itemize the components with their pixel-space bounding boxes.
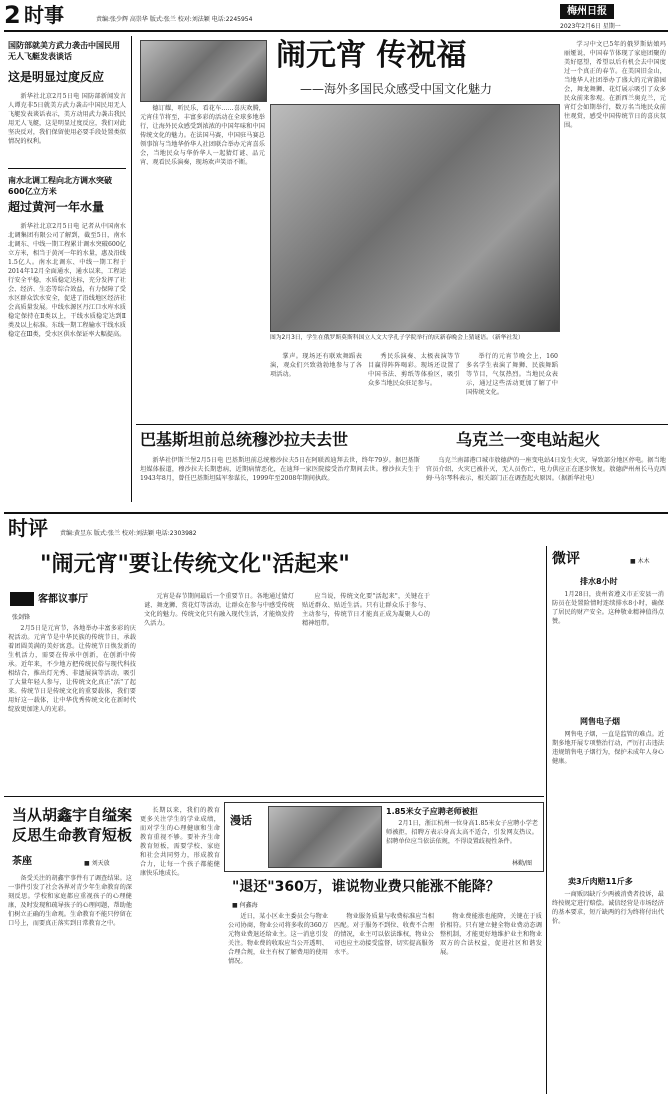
musharraf-body: 新华社伊斯兰堡2月5日电 巴基斯坦前总统穆沙拉夫5日在阿联酋迪拜去世，终年79岁。据巴基斯坦媒体报道，穆沙拉夫长期患病，近期病情恶化，在迪拜一家医院接受治疗期间去世。穆沙拉夫生于1943年8月，曾任巴基斯坦陆军参谋长，1999年至2008年期间执政。 xyxy=(140,457,420,482)
comment-meta: 责编:黄昱东 版式:张兰 校对:刘法颖 电话:2303982 xyxy=(60,530,197,537)
feature-photo xyxy=(270,104,560,332)
ukraine-title: 乌克兰一变电站起火 xyxy=(456,430,601,449)
feature-col1: 德订耀，听民乐，看花车……喜庆欢腾，元宵佳节将至，丰富多彩的活动在全球多地举行，让海外民众感受到浓浓的中国年味和中国传统文化的魅力。在法国马赛，中国驻马赛总领事馆与当地华侨华人社团联合举办元宵喜乐会，当地民众与华侨华人一起猜灯谜、品元宵、观看民乐演奏，现场欢声笑语不断。 xyxy=(140,105,265,166)
side-item2-title: 网售电子烟 xyxy=(580,717,620,726)
side-item2-body: 网售电子烟，一直是监管的难点。近期多地开展专项整治行动，严厉打击违法违规销售电子烟行为，保护未成年人身心健康。 xyxy=(552,731,664,765)
article2-kicker: 南水北调工程向北方调水突破600亿立方米 xyxy=(8,176,112,196)
lower-c-title: "退还"360万，谁说物业费只能涨不能降？ xyxy=(232,879,500,895)
ukraine-body: 乌克兰南部港口城市敖德萨的一座变电站4日发生火灾，导致部分地区停电。据当地官员介绍，火灾已被扑灭，无人员伤亡，电力供应正在逐步恢复。敖德萨州州长马克西姆·马尔琴科表示，相关部门正在调查起火原因。（据新华社电） xyxy=(426,457,666,482)
feature-col-c: 举行的元宵节晚会上，160多名学生表演了舞狮、民族舞蹈等节目，气氛热烈。当地民众表示，通过这些活动更加了解了中国传统文化。 xyxy=(466,353,558,396)
cartoon-title: 1.85米女子应聘老师被拒 xyxy=(386,807,478,816)
side-item3-title: 卖3斤肉赔11斤多 xyxy=(568,877,633,886)
photo-caption: 图为2月3日，学生在俄罗斯莫斯科国立人文大学孔子学院举行的庆新春晚会上猜谜语。（新华社发） xyxy=(270,335,524,341)
comment-body: 2月5日是元宵节，各地举办丰富多彩的庆祝活动。元宵节是中华民族的传统节日，承载着团圆美满的美好寓意。让传统节日焕发新的生机活力，需要在传承中创新，在创新中传承。近年来，不少地方把传统民俗与现代科技相结合，推出灯光秀、非遗展演等活动，吸引了大量年轻人参与，让传统文化真正"活"了起来。传统节日是传统文化的重要载体，我们要用好这一载体，让中华优秀传统文化在新时代绽放更加迷人的光彩。 xyxy=(8,625,136,713)
lower-a-author: ■ 刘天放 xyxy=(84,860,110,867)
lower-c-body3: 物业费能涨也能降，关键在于质价相符。只有建立健全物业费动态调整机制，才能更好地维护业主和物业双方的合法权益，促进社区和谐发展。 xyxy=(440,913,542,956)
side-item1-body: 1月28日，贵州省遵义市正安县一消防员在处置险情时连续排水8小时，确保了居民的财产安全。这种敬业精神值得点赞。 xyxy=(552,591,664,625)
comment-title: "闹元宵"要让传统文化"活起来" xyxy=(40,551,350,577)
left-column-rule xyxy=(131,36,132,502)
lower-c-body: 近日，某小区业主委员会与物业公司协商，物业公司将多收的360万元物业费退还给业主。这一消息引发关注。物业费的收取应当公开透明、合理合规，业主有权了解费用的使用情况。 xyxy=(228,913,328,965)
section-name: 时事 xyxy=(24,3,64,27)
lower-a-body: 备受关注的胡鑫宇事件有了调查结果。这一事件引发了社会各界对青少年生命教育的深刻反思。学校和家庭都应重视孩子的心理健康，及时发现和疏导孩子的心理问题，帮助他们树立正确的生命观。生命教育不能只停留在口号上，而要真正落实到日常教育之中。 xyxy=(8,875,132,927)
mid-rule-top xyxy=(136,424,668,425)
header-editors: 责编:张少辉 高崇华 版式:张兰 校对:刘法颖 电话:2245954 xyxy=(96,16,253,23)
header-rule xyxy=(4,30,668,32)
comment-col2: 元宵是春节期间最后一个重要节日。各地通过猜灯谜、舞龙狮、赏花灯等活动，让群众在参与中感受传统文化的魅力。传统文化只有融入现代生活，才能焕发持久活力。 xyxy=(144,593,294,627)
article1-body: 新华社北京2月5日电 国防部新闻发言人谭克非5日就美方武力袭击中国民用无人飞艇发表谈话表示，美方动用武力袭击我民用无人飞艇，这是明显过度反应，我们对此坚决反对，我们保留使用必要手段处置类似情况的权利。 xyxy=(8,93,126,145)
column-name: 客都议事厅 xyxy=(38,594,88,605)
side-author: ■ 木木 xyxy=(630,558,650,565)
lower-c-body2: 物业服务质量与收费标准应当相匹配。对于服务不到位、收费不合理的情况，业主可以依法维权，物业公司也应主动接受监督，切实提高服务水平。 xyxy=(334,913,434,956)
article1-kicker: 国防部就美方武力袭击中国民用无人飞艇发表谈话 xyxy=(8,41,120,61)
feature-title: 闹元宵 传祝福 xyxy=(276,38,467,73)
lower-b-body: 长期以来，我们的教育更多关注学生的学业成绩，而对学生的心理健康和生命教育重视不够。要补齐生命教育短板，需要学校、家庭和社会共同努力，形成教育合力，让每一个孩子都能健康快乐地成长。 xyxy=(140,807,220,877)
article2-body: 新华社北京2月5日电 记者从中国南水北调集团有限公司了解到，截至5日，南水北调东、中线一期工程累计调水突破600亿立方米，相当于黄河一年的水量，惠及沿线1.5亿人。南水北调东、中线一期工程于2014年12月全面通水，通水以来，工程运行安全平稳，水质稳定达标，充分发挥了社会、经济、生态等综合效益，有力保障了受水区群众饮水安全，促进了沿线地区经济社会高质量发展。中线水源区丹江口水库水质稳定保持在Ⅱ类以上，干线水质稳定达到Ⅱ类及以上标准。东线一期工程输水干线水质稳定在Ⅲ类，受水区供水保证率大幅提高。 xyxy=(8,223,126,338)
newspaper-logo: 梅州日报 xyxy=(560,4,614,19)
cartoon-image xyxy=(268,806,382,868)
left-divider xyxy=(8,168,126,169)
article1-title: 这是明显过度反应 xyxy=(8,70,105,84)
cartoon-body: 2月1日，浙江杭州一位身高1.85米女子应聘小学老师被拒，招聘方表示身高太高不适合，引发网友热议。招聘单位应当依法依规，不得设置歧视性条件。 xyxy=(386,820,538,845)
side-item3-body: 一商贩因缺斤少两被消费者投诉，最终按规定进行赔偿。诚信经营是市场经济的基本要求，短斤缺两的行为终将付出代价。 xyxy=(552,891,664,925)
cartoon-author: 林勤/图 xyxy=(512,860,533,867)
feature-right-col: 学习中文已5年的俄罗斯姑娘玛丽娅说，中国春节体现了家庭团聚的美好愿望，希望以后有机会去中国度过一个真正的春节。在美国旧金山，当地华人社团举办了盛大的元宵游园会，舞龙舞狮、花灯展示吸引了众多民众前来参观。在新西兰奥克兰，元宵灯会如期举行，数万名当地民众前往观赏，感受中国传统节日的喜庆氛围。 xyxy=(564,41,666,129)
side-rule xyxy=(546,546,547,1094)
column-badge xyxy=(10,592,34,606)
comment-col3: 应当说，传统文化要"活起来"，关键在于贴近群众、贴近生活。只有让群众乐于参与、主动参与，传统节日才能真正成为凝聚人心的精神纽带。 xyxy=(302,593,430,627)
lower-c-author: ■ 何鑫海 xyxy=(232,902,258,909)
side-label: 微评 xyxy=(552,551,580,567)
lower-a-title-1: 当从胡鑫宇自缢案 xyxy=(12,806,133,824)
page-number: 2 xyxy=(4,1,21,29)
lower-a-column: 茶座 xyxy=(12,856,32,867)
comment-label: 时评 xyxy=(8,516,48,540)
comment-rule-top xyxy=(4,512,668,514)
header-date: 2023年2月6日 星期一 xyxy=(560,23,621,30)
cartoon-label: 漫话 xyxy=(230,814,252,827)
feature-subtitle: ——海外多国民众感受中国文化魅力 xyxy=(300,82,493,96)
feature-photo-ornament xyxy=(140,40,267,102)
side-item1-title: 排水8小时 xyxy=(580,577,618,586)
feature-col-b: 秀民乐演奏、太极表演等节目赢得阵阵喝彩。现场还设置了中国书法、剪纸等体验区，吸引众多当地民众驻足参与。 xyxy=(368,353,460,387)
lower-rule xyxy=(4,796,544,797)
comment-author: 张剑锋 xyxy=(12,614,31,621)
musharraf-title: 巴基斯坦前总统穆沙拉夫去世 xyxy=(140,430,349,449)
lower-a-title-2: 反思生命教育短板 xyxy=(12,826,133,844)
feature-col-a: 掌声。现场还有联欢舞蹈表演，观众们兴致勃勃地参与了各项活动。 xyxy=(270,353,362,378)
article2-title: 超过黄河一年水量 xyxy=(8,200,105,214)
